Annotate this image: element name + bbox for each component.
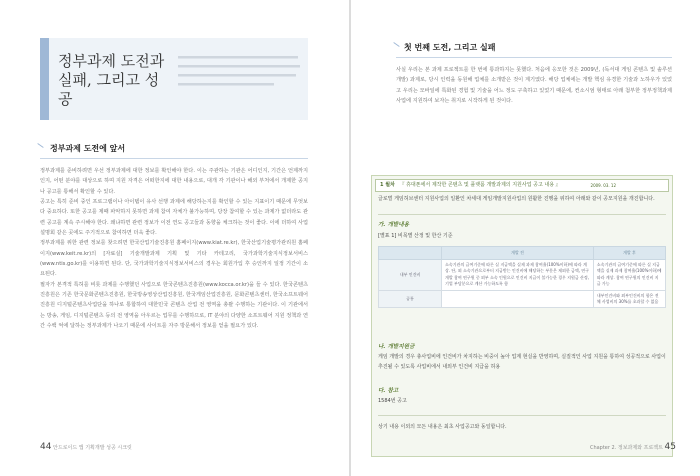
notice-label-1: 가. 개발내용 bbox=[378, 222, 410, 228]
left-paragraph: 정부과제를 준비하려면 우선 정부과제에 대한 정보를 확인해야 한다. 이는 주관하는 기관은 어디인지, 기간은 언제까지인지, 어떤 분야를 대상으로 하며 지원 자격은 어떠한지에 대한 내용으로, 대개 각 기관이나 해외 부처에서 개제한 공지나 공고를 통해서 확인할 수 있다. bbox=[40, 168, 308, 195]
table-header-cell bbox=[379, 247, 442, 260]
book-title: 안드로이드 앱 기획개발 성공 시크릿 bbox=[53, 445, 132, 451]
table-row bbox=[379, 290, 666, 308]
section-heading-right: 첫 번째 도전, 그리고 실패 bbox=[404, 43, 496, 52]
notice-item-2: 게임 개발의 경우 총사업비에 인건비가 차지하는 비중이 높아 업계 현실을 반영하며, 실질적인 사업 지원을 통하여 성공적으로 사업이 추진될 수 있도록 사업비에서 내외부 인건비 지급을 허용 bbox=[378, 354, 666, 370]
left-paragraph: 필자가 본격적 특허를 비롯 과제를 수행했던 사업으로 한국콘텐츠진흥원(www.kocca.or.kr)을 들 수 있다. 한국콘텐츠진흥원은 기존 한국문화콘텐츠진흥원, 한국방송영상산업진흥원, 한국게임산업진흥원, 문화콘텐츠센터, 한국소프트웨어진흥원 디지털콘텐츠사업단을 하나로 통합하여 대한민국 콘텐츠 산업 전 영역을 총괄 수행하는 기관이다. 이 기관에서는 방송, 게임, 디지털콘텐츠 등의 전 영역을 아우르는 업무를 수행하므로, IT 분야의 다양한 소프트웨어 지원 정책과 연간 수백 억에 달하는 정부과제가 나오기 때문에 사이트를 자주 방문해서 정보를 얻을 필요가 있다. bbox=[40, 281, 308, 330]
left-paragraph: 공고는 특히 준비 중인 프로그램이나 아이템이 유사 선행 과제에 해당하는지를 확인할 수 있는 지표이기 때문에 무엇보다 중요하다. 또한 공고를 제때 파악하지 못하면 과제 참여 자체가 불가능하며, 당장 참여할 수 있는 과제가 없더라도 관련 공고를 계속 주시해야 한다. 왜냐하면 관련 정보가 이전 연도 공고들과 동향을 체크하는 것이 좋다. 이에 더하여 사업 설명회 같은 곳에도 주기적으로 참여하면 더욱 좋다. bbox=[40, 199, 308, 237]
notice-label-3: 다. 참고 bbox=[378, 388, 399, 394]
table-row-label: 공통 bbox=[379, 290, 442, 308]
chapter-title bbox=[58, 52, 168, 109]
table-cell-before: 소속기관의 급여기준에 따른 실 지급액을 실제 과제 참여율(100%이하)에 따라 계상. 단, 외 소속기관으로부터 지급받는 인건비에 해당하는 부분은 제외한 금액, 연구개발 참여 연구원 중 외부 소속 인원으로 인건비 지급이 불가능한 경우 지원금 산정, 기업 부담분으로 계산 가능하도록 함 bbox=[442, 260, 594, 291]
notice-item-1: [별표 1] 비목별 산정 및 한산 기준 bbox=[378, 233, 453, 239]
chapter-title-line2: 실패, 그리고 성공 bbox=[58, 71, 160, 108]
chapter-title-line1: 정부과제 도전과 bbox=[58, 52, 165, 70]
page-number-right: 45 bbox=[664, 442, 676, 452]
chapter-label: Chapter 2. 정보과제와 프로젝트 bbox=[589, 445, 663, 451]
chapter-intro bbox=[178, 56, 302, 104]
section-rule-left bbox=[40, 158, 308, 159]
notice-footer: 상기 내용 이외의 모든 내용은 최초 사업공고와 동일합니다. bbox=[378, 424, 507, 430]
illegible-intro-text bbox=[178, 56, 302, 100]
notice-title: 『 휴대폰에서 제작한 콘텐츠 및 플랫폼 개발과제의 지원사업 공고 내용 』 bbox=[399, 182, 561, 188]
section-slash-icon bbox=[392, 42, 401, 51]
notice-date: 2009. 03. 12 bbox=[590, 183, 616, 188]
table-row-label: 내부 인건비 bbox=[379, 260, 442, 291]
page-number-left: 44 bbox=[40, 442, 52, 452]
section-slash-icon bbox=[36, 143, 45, 152]
section-rule-right bbox=[396, 57, 672, 58]
table-header-cell: 개발 후 bbox=[593, 247, 665, 260]
title-accent-bar bbox=[40, 38, 49, 120]
table-cell-after: 소속기관의 급여기준에 따른 실 지급액을 실제 과제 참여율(100%이하)에 따라 계상. 참여 연구원의 인건비 지급 가능 bbox=[593, 260, 665, 291]
notice-item-3: 1584번 공고 bbox=[378, 398, 407, 404]
notice-badge: 1 월차 bbox=[380, 182, 395, 188]
left-folio bbox=[40, 442, 132, 452]
left-paragraph: 정부과제를 위한 관련 정보를 찾으려면 한국산업기술진흥원 홈페이지(www.kiat.re.kr), 한국산업기술평가관리원 홈페이지(www.keit.re.kr)의 [자료실] 기술개발과제 기획 및 기타 카테고리, 국가과학기술지식정보서비스(www.ntis.go.kr)를 이용하면 된다. 단, 국가과학기술지식정보서비스의 경우는 회원가입 후 승인까지 일정 기간이 소요된다. bbox=[40, 240, 308, 278]
table-row bbox=[379, 260, 666, 291]
right-body bbox=[396, 65, 672, 106]
panel-divider bbox=[378, 415, 666, 416]
table-cell-after: 내부인건비와 외부인건비의 합은 전체 사업비의 30%를 초과할 수 없음 bbox=[593, 290, 665, 308]
table-cell-before bbox=[442, 290, 594, 308]
right-folio bbox=[590, 442, 676, 452]
notice-panel-header bbox=[375, 179, 669, 192]
notice-label-2: 나. 개발지원금 bbox=[378, 344, 415, 350]
table-header-cell: 개발 전 bbox=[442, 247, 594, 260]
section-heading-left: 정부과제 도전에 앞서 bbox=[50, 144, 126, 153]
panel-divider bbox=[378, 214, 666, 215]
notice-intro: 글로벌 게임허브센터 지원사업의 일환인 차세대 게임개발지원사업의 원활한 진행을 위하여 아래와 같이 공모지원을 개진합니다. bbox=[378, 196, 655, 202]
left-body bbox=[40, 166, 308, 332]
right-paragraph: 사실 우리는 본 과제 프로젝트를 한 번에 통과하지는 못했다. 처음에 응모한 것은 2009년, (독서대 게임 콘텐츠 및 솔루션 개발) 과제로, 당시 인력을 동원해 업체를 소개받은 것이 계기였다. 해당 업체에는 개발 핵심 유경한 기술과 노하우가 있었고 우리는 모바일에 특화된 경험 및 기술을 어느 정도 구축하고 있었기 때문에, 컨소시엄 형태로 아래 첨부한 정부정책과제사업에 지원하여 보자는 취지로 시작하게 된 것이다. bbox=[396, 67, 672, 105]
table-header-row bbox=[379, 247, 666, 260]
budget-table bbox=[378, 246, 666, 308]
